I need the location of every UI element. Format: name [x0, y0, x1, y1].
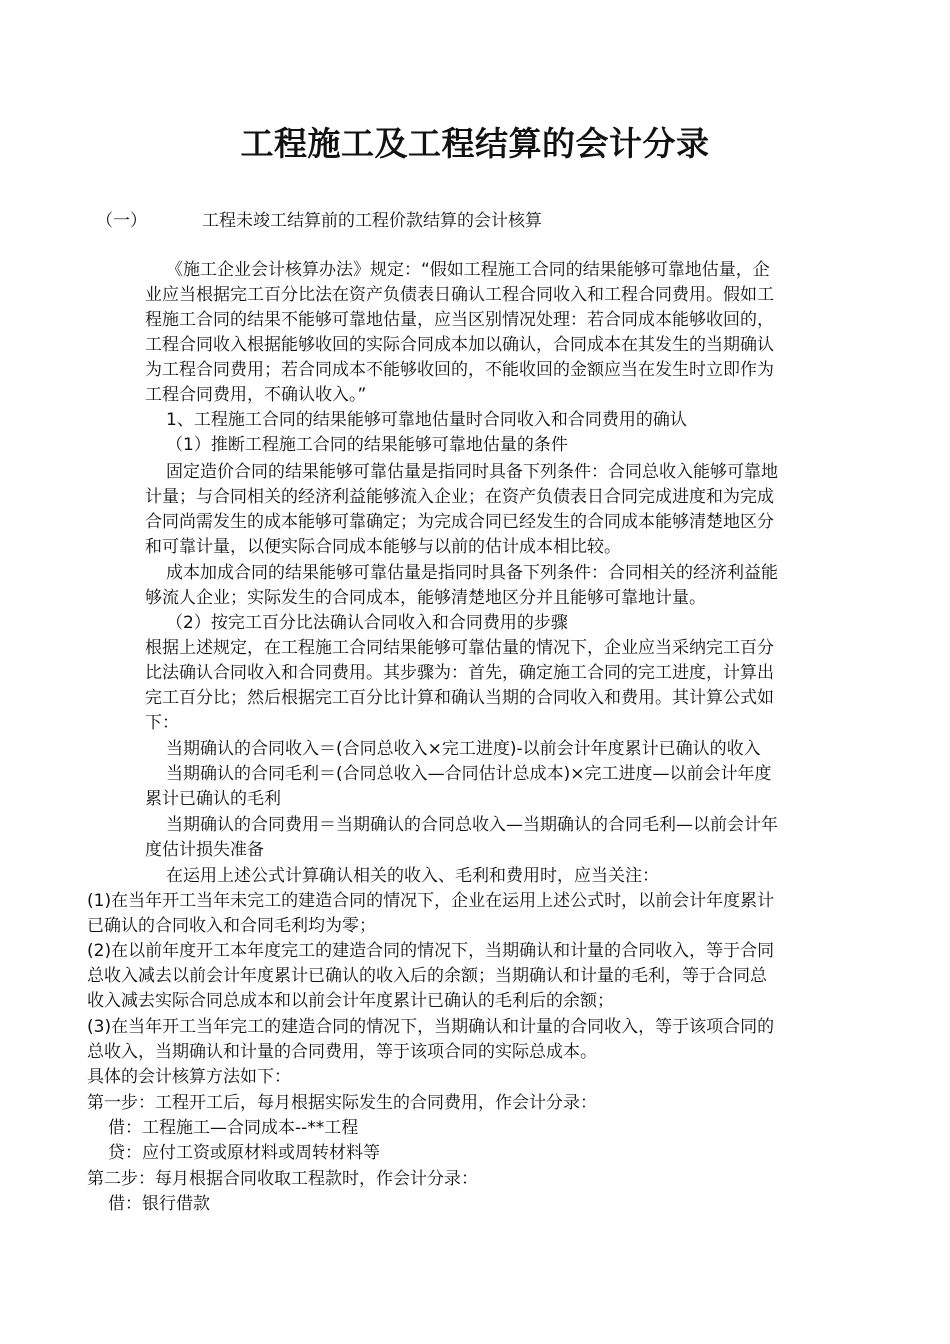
list-item-line: 收入减去实际合同总成本和以前会计年度累计已确认的毛利后的余额；: [87, 991, 614, 1011]
subheading-line: 1、工程施工合同的结果能够可靠地估量时合同收入和合同费用的确认: [166, 410, 687, 430]
list-item-line: (2)在以前年度开工本年度完工的建造合同的情况下，当期确认和计量的合同收入，等于合同: [87, 941, 775, 961]
formula-line: 累计已确认的毛利: [145, 789, 281, 809]
paragraph-line: 合同尚需发生的成本能够可靠确定；为完成合同已经发生的合同成本能够清楚地区分: [145, 512, 774, 532]
paragraph-line: 《施工企业会计核算办法》规定：“假如工程施工合同的结果能够可靠地估量，企: [166, 260, 770, 280]
paragraph-line: 程施工合同的结果不能够可靠地估量，应当区别情况处理：若合同成本能够收回的，: [145, 310, 774, 330]
list-item-line: 总收入，当期确认和计量的合同费用，等于该项合同的实际总成本。: [87, 1042, 597, 1062]
formula-line: 当期确认的合同毛利＝(合同总收入—合同估计总成本)×完工进度—以前会计年度: [166, 764, 772, 784]
paragraph-line: 下：: [145, 713, 179, 733]
step-line: 第一步：工程开工后，每月根据实际发生的合同费用，作会计分录：: [87, 1093, 597, 1113]
formula-line: 当期确认的合同费用＝当期确认的合同总收入—当期确认的合同毛利—以前会计年: [166, 815, 778, 835]
paragraph-line: 具体的会计核算方法如下：: [87, 1067, 291, 1087]
paragraph-line: 在运用上述公式计算确认相关的收入、毛利和费用时，应当关注：: [166, 866, 659, 886]
paragraph-line: 和可靠计量，以便实际合同成本能够与以前的估计成本相比较。: [145, 537, 621, 557]
paragraph-line: 够流人企业；实际发生的合同成本，能够清楚地区分并且能够可靠地计量。: [145, 588, 706, 608]
journal-entry-line: 借：工程施工—合同成本--**工程: [108, 1118, 359, 1138]
paragraph-line: 固定造价合同的结果能够可靠估量是指同时具备下列条件：合同总收入能够可靠地: [166, 462, 778, 482]
paragraph-line: 完工百分比；然后根据完工百分比计算和确认当期的合同收入和费用。其计算公式如: [145, 688, 774, 708]
paragraph-line: 比法确认合同收入和合同费用。其步骤为：首先，确定施工合同的完工进度，计算出: [145, 663, 774, 683]
step-line: 第二步：每月根据合同收取工程款时，作会计分录：: [87, 1169, 478, 1189]
subheading-line: （1）推断工程施工合同的结果能够可靠地估量的条件: [166, 435, 568, 455]
section-number: （一）: [96, 211, 147, 231]
paragraph-line: 工程合同收入根据能够收回的实际合同成本加以确认，合同成本在其发生的当期确认: [145, 335, 774, 355]
paragraph-line: 为工程合同费用；若合同成本不能够收回的，不能收回的金额应当在发生时立即作为: [145, 360, 774, 380]
list-item-line: (3)在当年开工当年完工的建造合同的情况下，当期确认和计量的合同收入，等于该项合同的: [87, 1017, 775, 1037]
paragraph-line: 根据上述规定，在工程施工合同结果能够可靠估量的情况下，企业应当采纳完工百分: [145, 638, 774, 658]
formula-line: 度估计损失准备: [145, 840, 264, 860]
journal-entry-line: 贷：应付工资或原材料或周转材料等: [108, 1143, 380, 1163]
section-heading: [96, 206, 542, 231]
section-title: 工程未竣工结算前的工程价款结算的会计核算: [202, 211, 542, 231]
document-title: 工程施工及工程结算的会计分录: [240, 124, 710, 163]
paragraph-line: 计量；与合同相关的经济利益能够流入企业；在资产负债表日合同完成进度和为完成: [145, 487, 774, 507]
subheading-line: （2）按完工百分比法确认合同收入和合同费用的步骤: [166, 613, 568, 633]
list-item-line: 总收入减去以前会计年度累计已确认的收入后的余额；当期确认和计量的毛利，等于合同总: [87, 966, 767, 986]
paragraph-line: 成本加成合同的结果能够可靠估量是指同时具备下列条件：合同相关的经济利益能: [166, 563, 778, 583]
paragraph-line: 工程合同费用，不确认收入。”: [145, 385, 367, 405]
list-item-line: (1)在当年开工当年未完工的建造合同的情况下，企业在运用上述公式时，以前会计年度累计: [87, 891, 775, 911]
paragraph-line: 业应当根据完工百分比法在资产负债表日确认工程合同收入和工程合同费用。假如工: [145, 285, 774, 305]
journal-entry-line: 借：银行借款: [108, 1194, 210, 1214]
list-item-line: 已确认的合同收入和合同毛利均为零；: [87, 916, 376, 936]
formula-line: 当期确认的合同收入＝(合同总收入×完工进度)-以前会计年度累计已确认的收入: [166, 739, 761, 759]
